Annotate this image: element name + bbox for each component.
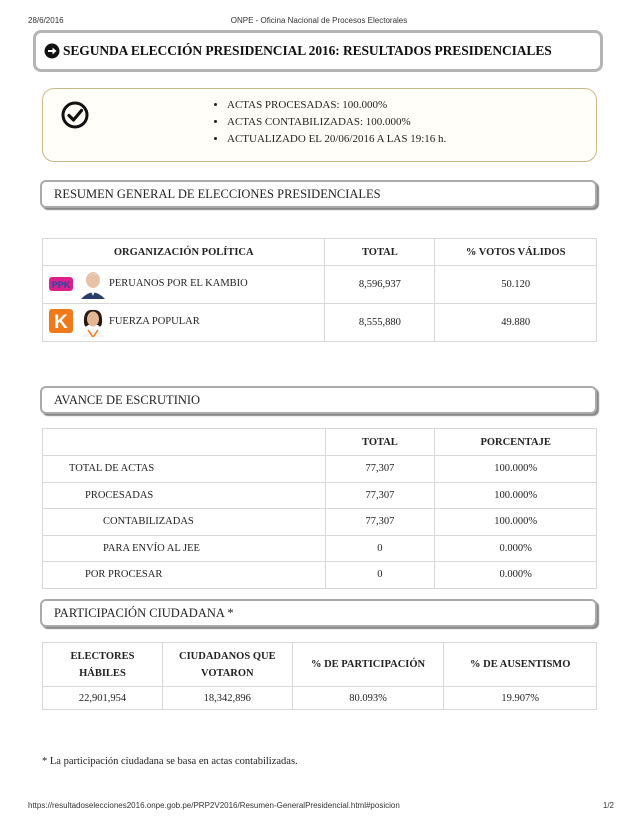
ppk-logo-text: PPK: [51, 280, 71, 290]
status-panel: [42, 88, 597, 162]
header-votos-validos: % VOTOS VÁLIDOS: [435, 239, 597, 266]
fuerza-popular-logo: [49, 312, 73, 332]
row-percent: 0.000%: [435, 562, 597, 589]
candidate-photo: [79, 269, 107, 299]
progress-table: [42, 428, 597, 589]
row-total: 77,307: [325, 456, 435, 483]
row-total: 0: [325, 535, 435, 562]
electores-habiles-value: 22,901,954: [43, 687, 163, 710]
candidate-photo: [79, 307, 107, 337]
row-percent: 100.000%: [435, 482, 597, 509]
row-total: 77,307: [325, 509, 435, 536]
table-row: [43, 535, 597, 562]
ausentismo-value: 19.907%: [444, 687, 597, 710]
table-row: [43, 509, 597, 536]
party-name: PERUANOS POR EL KAMBIO: [109, 278, 248, 289]
party-cell: [43, 304, 325, 342]
party-percent: 50.120: [435, 266, 597, 304]
section-participacion: PARTICIPACIÓN CIUDADANA *: [40, 599, 597, 627]
progress-header-row: [43, 429, 597, 456]
header-total: TOTAL: [325, 429, 435, 456]
party-total: 8,596,937: [325, 266, 435, 304]
status-list: [213, 97, 446, 148]
header-participacion: % DE PARTICIPACIÓN: [292, 643, 444, 687]
fp-logo-text: K: [54, 312, 68, 333]
status-actas-procesadas: • ACTAS PROCESADAS: 100.000%: [227, 97, 446, 114]
row-label: PROCESADAS: [43, 482, 326, 509]
print-page-number: 1/2: [602, 801, 614, 810]
header-organizacion: ORGANIZACIÓN POLÍTICA: [43, 239, 325, 266]
table-row: [43, 304, 597, 342]
header-ciudadanos-votaron: CIUDADANOS QUE VOTARON: [162, 643, 292, 687]
table-row: [43, 456, 597, 483]
party-total: 8,555,880: [325, 304, 435, 342]
party-cell: [43, 266, 325, 304]
print-page-title: ONPE - Oficina Nacional de Procesos Electorales: [230, 16, 408, 25]
status-actualizado: • ACTUALIZADO EL 20/06/2016 A LAS 19:16 h.: [227, 131, 446, 148]
print-date: 28/6/2016: [28, 16, 64, 25]
row-label: PARA ENVÍO AL JEE: [43, 535, 326, 562]
page-title: SEGUNDA ELECCIÓN PRESIDENCIAL 2016: RESULTADOS PRESIDENCIALES: [63, 43, 552, 58]
header-ausentismo: % DE AUSENTISMO: [444, 643, 597, 687]
results-table: [42, 238, 597, 342]
row-total: 0: [325, 562, 435, 589]
footnote: * La participación ciudadana se basa en actas contabilizadas.: [42, 756, 298, 767]
print-url[interactable]: https://resultadoselecciones2016.onpe.gob.pe/PRP2V2016/Resumen-GeneralPresidencial.html#posicion: [28, 801, 400, 810]
row-percent: 100.000%: [435, 509, 597, 536]
check-circle-icon: [61, 101, 89, 129]
participation-table: [42, 642, 597, 710]
header-empty: [43, 429, 326, 456]
party-percent: 49.880: [435, 304, 597, 342]
table-row: [43, 687, 597, 710]
row-label: CONTABILIZADAS: [43, 509, 326, 536]
header-porcentaje: PORCENTAJE: [435, 429, 597, 456]
arrow-right-circle-icon: [44, 43, 60, 59]
row-total: 77,307: [325, 482, 435, 509]
ppk-logo: [49, 274, 73, 294]
status-actas-contabilizadas: • ACTAS CONTABILIZADAS: 100.000%: [227, 114, 446, 131]
section-resumen-general: RESUMEN GENERAL DE ELECCIONES PRESIDENCIALES: [40, 180, 597, 208]
table-row: [43, 266, 597, 304]
results-header-row: [43, 239, 597, 266]
section-avance-escrutinio: AVANCE DE ESCRUTINIO: [40, 386, 597, 414]
row-label: POR PROCESAR: [43, 562, 326, 589]
ciudadanos-votaron-value: 18,342,896: [162, 687, 292, 710]
row-percent: 100.000%: [435, 456, 597, 483]
table-row: [43, 562, 597, 589]
party-name: FUERZA POPULAR: [109, 316, 200, 327]
table-row: [43, 482, 597, 509]
participation-header-row: [43, 643, 597, 687]
header-electores-habiles: ELECTORES HÁBILES: [43, 643, 163, 687]
row-label: TOTAL DE ACTAS: [43, 456, 326, 483]
row-percent: 0.000%: [435, 535, 597, 562]
page-title-banner: [33, 30, 603, 72]
participacion-value: 80.093%: [292, 687, 444, 710]
header-total: TOTAL: [325, 239, 435, 266]
